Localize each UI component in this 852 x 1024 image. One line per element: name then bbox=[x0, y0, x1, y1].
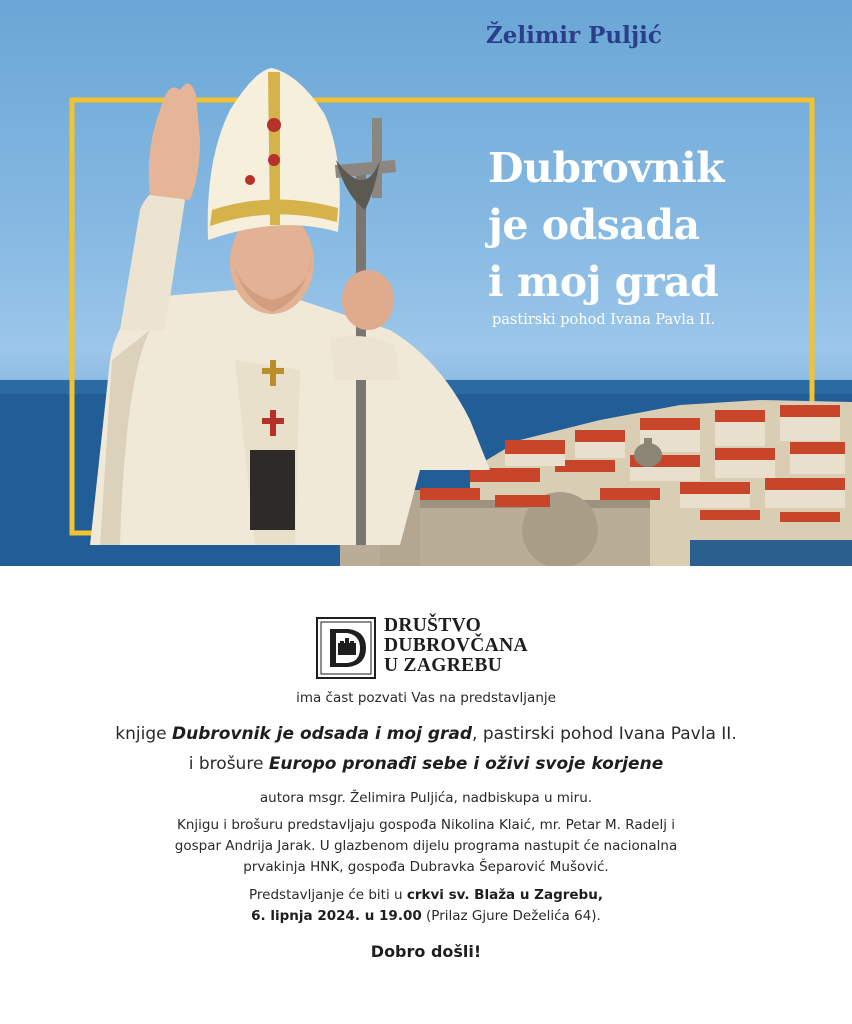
society-logo bbox=[316, 617, 376, 679]
venue-datetime: 6. lipnja 2024. u 19.00 bbox=[251, 908, 422, 924]
venue-line-1 bbox=[0, 885, 852, 906]
venue-line-2 bbox=[0, 906, 852, 927]
book-subtitle: pastirski pohod Ivana Pavla II. bbox=[492, 312, 716, 328]
welcome-text: Dobro došli! bbox=[370, 942, 482, 961]
author-line: autora msgr. Želimira Puljića, nadbiskupa u miru. bbox=[259, 790, 593, 806]
society-name-line: DUBROVČANA bbox=[384, 635, 528, 656]
book-line-suffix: , pastirski pohod Ivana Pavla II. bbox=[472, 724, 737, 744]
society-name-line: DRUŠTVO bbox=[384, 615, 482, 636]
presenters-line: Knjigu i brošuru predstavljaju gospođa Nikolina Klaić, mr. Petar M. Radelj i bbox=[176, 817, 676, 833]
brochure-line-prefix: i brošure bbox=[188, 754, 269, 774]
author-name: Želimir Puljić bbox=[486, 22, 662, 49]
book-title-line: je odsada bbox=[488, 201, 700, 249]
venue-prefix: Predstavljanje će biti u bbox=[249, 887, 407, 903]
book-line bbox=[0, 724, 852, 744]
book-title-line: Dubrovnik bbox=[488, 144, 725, 192]
society-name bbox=[384, 616, 528, 676]
presenters-paragraph bbox=[0, 815, 852, 878]
venue-address: (Prilaz Gjure Deželića 64). bbox=[421, 908, 601, 924]
presenters-line: prvakinja HNK, gospođa Dubravka Šeparović Mušović. bbox=[243, 859, 609, 875]
book-title bbox=[488, 140, 828, 311]
society-name-line: U ZAGREBU bbox=[384, 655, 503, 676]
book-line-title: Dubrovnik je odsada i moj grad bbox=[172, 724, 473, 744]
book-line-prefix: knjige bbox=[115, 724, 172, 744]
venue-place: crkvi sv. Blaža u Zagrebu, bbox=[406, 887, 603, 903]
book-title-line: i moj grad bbox=[488, 258, 719, 306]
invitation-intro: ima čast pozvati Vas na predstavljanje bbox=[296, 690, 556, 706]
venue-paragraph bbox=[0, 885, 852, 927]
presenters-line: gospar Andrija Jarak. U glazbenom dijelu programa nastupit će nacionalna bbox=[174, 838, 678, 854]
brochure-line-title: Europo pronađi sebe i oživi svoje korjene bbox=[268, 754, 664, 774]
brochure-line bbox=[0, 754, 852, 774]
